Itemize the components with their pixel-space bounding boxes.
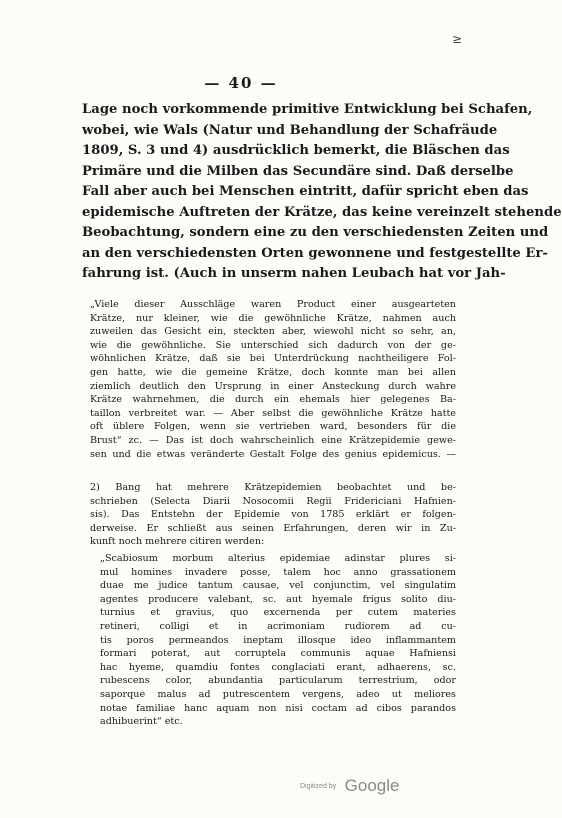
main-line: Fall aber auch bei Menschen eintritt, dafür spricht eben das (82, 184, 529, 199)
footnote-line: „Viele dieser Ausschläge waren Product einer ausgearteten (90, 299, 456, 310)
footnote-line: ziemlich deutlich den Ursprung in einer Ansteckung durch wahre (90, 380, 456, 392)
footnote-line: wöhnlichen Krätze, daß sie bei Unterdrückung nachtheiligere Fol- (90, 353, 456, 365)
main-line: fahrung ist. (Auch in unserm nahen Leubach hat vor Jah- (82, 266, 506, 281)
footnote-line: 2) Bang hat mehrere Krätzepidemien beobachtet und be- (90, 482, 456, 493)
quote-line: adhibuerint“ etc. (100, 716, 183, 728)
main-line: wobei, wie Wals (Natur und Behandlung der Schafräude (82, 122, 498, 138)
footnote-1 (90, 298, 456, 461)
quote-line: „Scabiosum morbum alterius epidemiae adinstar plures si- (100, 553, 456, 564)
footnote-line: Krätze, nur kleiner, wie die gewöhnliche Krätze, nahmen auch (90, 312, 456, 324)
latin-quote (100, 552, 456, 729)
footnote-line: Krätze wahrnehmen, die durch ein ehemals hier gelegenes Ba- (90, 394, 456, 406)
quote-line: turnius et gravius, quo excernenda per cutem materies (100, 607, 456, 619)
quote-line: rubescens color, abundantia particularum terrestrium, odor (100, 675, 456, 687)
quote-line: hac hyeme, quamdiu fontes conglaciati erant, adhaerens, sc. (100, 661, 456, 673)
digitized-watermark (300, 776, 399, 796)
main-line: epidemische Auftreten der Krätze, das keine vereinzelt stehende (82, 204, 562, 220)
footnote-2 (90, 481, 456, 549)
corner-mark: ≥ (452, 32, 463, 46)
watermark-prefix: Digitized by (300, 782, 337, 790)
footnote-line: taillon verbreitet war. — Aber selbst die gewöhnliche Krätze hatte (90, 407, 456, 419)
google-logo: Google (344, 776, 400, 795)
footnote-line: derweise. Er schließt aus seinen Erfahrungen, deren wir in Zu- (90, 522, 456, 534)
footnote-line: kunft noch mehrere citiren werden: (90, 536, 265, 548)
footnote-line: wie die gewöhnliche. Sie unterschied sich dadurch von der ge- (90, 339, 456, 351)
quote-line: notae familiae hanc aquam non nisi coctam ad cibos parandos (100, 702, 456, 714)
quote-line: mul homines invadere posse, talem hoc anno grassationem (100, 566, 456, 578)
quote-line: formari poterat, aut corruptela communis aquae Hafniensi (100, 648, 456, 660)
main-line: Lage noch vorkommende primitive Entwicklung bei Schafen, (82, 102, 533, 117)
quote-line: saporque malus ad putrescentem vergens, adeo ut meliores (100, 688, 456, 700)
footnote-line: sis). Das Entstehn der Epidemie von 1785 erklärt er folgen- (90, 509, 456, 521)
main-line: Beobachtung, sondern eine zu den verschiedensten Zeiten und (82, 225, 549, 240)
main-line: an den verschiedensten Orten gewonnene und festgestellte Er- (82, 245, 548, 261)
quote-line: retineri, colligi et in acrimoniam rudiorem ad cu- (100, 620, 456, 632)
page-number: — 40 — (204, 74, 278, 92)
main-line: 1809, S. 3 und 4) ausdrücklich bemerkt, die Bläschen das (82, 143, 510, 158)
quote-line: duae me judice tantum causae, vel conjunctim, vel singulatim (100, 580, 456, 592)
footnote-line: sen und die etwas veränderte Gestalt Folge des genius epidemicus. — (90, 448, 456, 460)
footnote-line: zuweilen das Gesicht ein, steckten aber, wiewohl nicht so sehr, an, (90, 326, 456, 338)
footnote-line: gen hatte, wie die gemeine Krätze, doch konnte man bei allen (90, 366, 456, 378)
footnote-line: oft üblere Folgen, wenn sie vertrieben ward, besonders für die (90, 421, 456, 433)
main-line: Primäre und die Milben das Secundäre sind. Daß derselbe (82, 163, 514, 179)
main-paragraph (82, 100, 562, 285)
quote-line: tis poros permeandos ineptam illosque ideo inflammantem (100, 634, 456, 646)
footnote-line: schrieben (Selecta Diarii Nosocomii Regii Fridericiani Hafnien- (90, 495, 456, 507)
footnote-line: Brust“ zc. — Das ist doch wahrscheinlich eine Krätzepidemie gewe- (90, 434, 456, 446)
quote-line: agentes producere valebant, sc. aut hyemale frigus solito diu- (100, 593, 456, 605)
